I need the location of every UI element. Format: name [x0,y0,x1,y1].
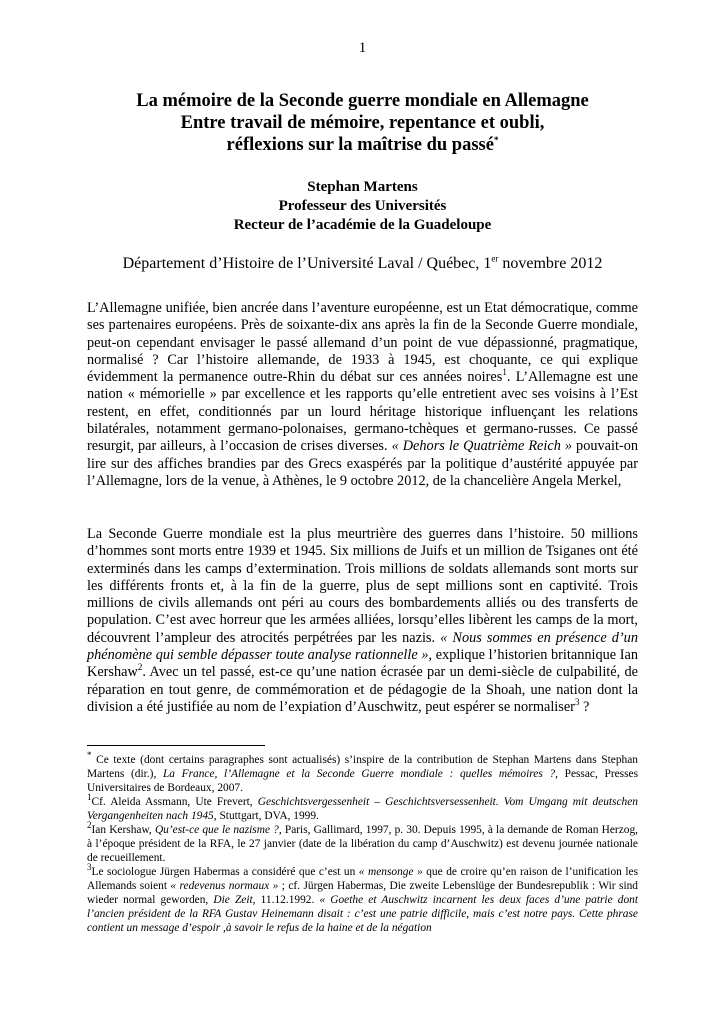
venue-text: Département d’Histoire de l’Université Laval / Québec, 1 [122,255,492,272]
fn-star-text-b: , Pessac, Presses Universitaires de Bordeaux, 2007. [87,768,639,794]
p1-quote: « Dehors le Quatrième Reich » [391,438,573,455]
author-block [60,178,665,235]
p1-text-a: L’Allemagne unifiée, bien ancrée dans l’aventure européenne, est un Etat démocratique, comme ses partenaires européens. Près de soixante-dix ans après la fin de la Seconde Guerre mondiale, peut-on cependant envisager le passé allemand d’un point de vue dépassionné, pragmatique, normalisé ? Car l’histoire allemande, de 1933 à 1945, est choquante, ce qui explique évidemment la permanence outre-Rhin du débat sur ces années noires [87,300,638,386]
paragraph-1 [87,300,638,490]
p2-text-c: . Avec un tel passé, est-ce qu’une nation écrasée par un demi-siècle de culpabilité, de réparation en tout genre, de commémoration et de pédagogie de la Shoah, une nation dont la division a été justifiée au nom de l’expiation d’Auschwitz, peut espérer se normaliser [87,664,638,715]
footnotes [87,750,639,935]
fn1-title: Geschichtsvergessenheit – Geschichtsversessenheit. Vom Umgang mit deutschen Vergangenheiten nach 1945 [87,796,638,822]
footnote-separator [87,745,265,746]
fn3-quote-3: « Goethe et Auschwitz incarnent les deux faces d’une patrie dont l’ancien président de la RFA Gustav Heinemann disait : c’est une patrie difficile, mais c’est notre pays. Cette phrase contient un message d’espoir ,à savoir le refus de la haine et de la négation [87,894,639,934]
p2-text-d: ? [579,698,590,715]
title-line-1: La mémoire de la Seconde guerre mondiale en Allemagne [136,91,589,111]
fn3-journal: Die Zeit [213,894,253,906]
title-footnote-mark: * [493,134,499,145]
p1-text-b: . L’Allemagne est une nation « mémorielle » par excellence et les rapports qu’elle entretient avec ses voisins à l’Est restent, en effet, conditionnés par un lourd héritage historique influençant les relations bilatérales, notamment germano-polonaises, germano-tchèques et germano-russes. Ce passé resurgit, par ailleurs, à l’occasion de crises diverses. [87,369,638,455]
venue-date: novembre 2012 [498,255,603,272]
page-number: 1 [358,40,367,56]
paragraph-2 [87,526,638,716]
title-line-3 [60,134,665,156]
fn3-text-c: ; cf. Jürgen Habermas, Die zweite Lebenslüge der Bundesrepublik : Wir sind wieder normal geworden, [87,880,638,906]
fn3-quote-1: « mensonge » [358,866,423,878]
footnote-2-mark: 2 [87,820,92,831]
document-title [60,90,665,156]
footnote-star [87,750,639,795]
fn3-text-d: , 11.12.1992. [252,894,320,906]
footnote-3-mark: 3 [87,862,92,873]
footnote-ref-3: 3 [574,697,580,708]
fn3-text-a: Le sociologue Jürgen Habermas a considéré que c’est un [91,866,359,878]
fn2-text-b: , Paris, Gallimard, 1997, p. 30. Depuis 1995, à la demande de Roman Herzog, à l’époque président de la RFA, le 27 janvier (date de la libération du camp d’Auschwitz) est devenu journée nationale de recueillement. [87,824,638,864]
p2-text-b: , explique l’historien britannique Ian Kershaw [87,647,638,681]
footnote-star-mark: * [87,750,92,761]
footnote-1-mark: 1 [87,792,92,803]
fn1-text-a: Cf. Aleida Assmann, Ute Frevert, [91,796,258,808]
footnote-ref-1: 1 [502,367,507,378]
fn1-text-b: , Stuttgart, DVA, 1999. [213,810,319,822]
author-role-1: Professeur des Universités [278,198,447,214]
fn-star-text-a: Ce texte (dont certains paragraphes sont actualisés) s’inspire de la contribution de Stephan Martens dans Stephan Martens (dir.), [87,754,638,780]
author-name: Stephan Martens [307,179,418,195]
footnote-2 [87,820,638,865]
title-line-2: Entre travail de mémoire, repentance et oubli, [180,113,545,133]
author-role-2: Recteur de l’académie de la Guadeloupe [233,217,492,233]
p1-text-c: pouvait-on lire sur des affiches brandies par des Grecs exaspérés par la politique d’austérité appuyée par l’Allemagne, lors de la venue, à Athènes, le 9 octobre 2012, de la chancelière Angela Merkel, [87,438,638,489]
fn2-text-a: Ian Kershaw, [91,824,155,836]
venue-ordinal: er [491,253,499,264]
footnote-3 [87,862,639,935]
p2-text-a: La Seconde Guerre mondiale est la plus meurtrière des guerres dans l’histoire. 50 millions d’hommes sont morts entre 1939 et 1945. Six millions de Juifs et un million de Tsiganes ont été exterminés dans les camps d’extermination. Trois millions de soldats allemands sont morts sur les différents fronts et, à la fin de la guerre, plus de sept millions sont en captivité. Trois millions de civils allemands ont péri au cours des bombardements alliés ou des transferts de population. C’est avec horreur que les armées alliées, lorsqu’elles libèrent les camps de la mort, découvrent l’ampleur des atrocités perpétrées par les nazis. [87,526,638,646]
footnote-ref-2: 2 [137,662,143,673]
title-line-3-text: réflexions sur la maîtrise du passé [226,135,494,155]
venue-line [60,255,665,273]
fn2-title: Qu’est-ce que le nazisme ? [154,824,279,836]
p2-quote: « Nous sommes en présence d’un phénomène qui semble dépasser toute analyse rationnelle » [87,629,638,664]
footnote-1 [87,792,638,823]
fn3-quote-2: « redevenus normaux » [170,880,279,892]
fn3-text-b: que de croire qu’en raison de l’unification les Allemands soient [87,866,638,892]
fn-star-title: La France, l’Allemagne et la Seconde Guerre mondiale : quelles mémoires ? [162,768,556,780]
